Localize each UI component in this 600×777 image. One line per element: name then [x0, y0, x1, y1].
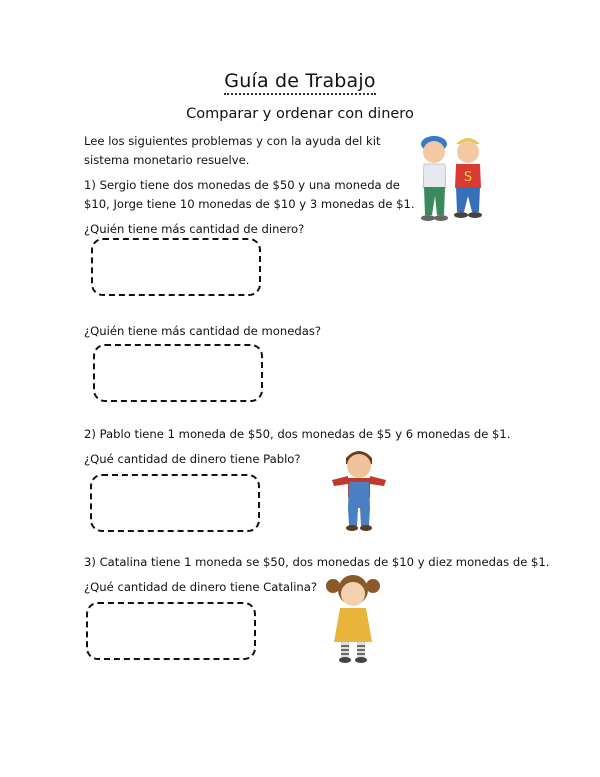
- question-1: ¿Quién tiene más cantidad de dinero?: [84, 222, 305, 236]
- question-2: ¿Quién tiene más cantidad de monedas?: [84, 324, 322, 338]
- page-subtitle: Comparar y ordenar con dinero: [186, 106, 414, 122]
- two-boys-illustration: [412, 130, 492, 225]
- shirt-letter: S: [463, 170, 473, 185]
- question-3: ¿Qué cantidad de dinero tiene Pablo?: [84, 452, 301, 466]
- problem-1-line-2: $10, Jorge tiene 10 monedas de $10 y 3 monedas de $1.: [84, 197, 415, 211]
- boy-pablo-illustration: [330, 446, 388, 532]
- page-title: Guía de Trabajo: [0, 70, 600, 92]
- problem-3: 3) Catalina tiene 1 moneda se $50, dos monedas de $10 y diez monedas de $1.: [84, 555, 550, 569]
- answer-box-4[interactable]: [86, 602, 256, 660]
- girl-catalina-illustration: [322, 570, 384, 666]
- question-4: ¿Qué cantidad de dinero tiene Catalina?: [84, 580, 318, 594]
- problem-2: 2) Pablo tiene 1 moneda de $50, dos monedas de $5 y 6 monedas de $1.: [84, 427, 511, 441]
- intro-line-1: Lee los siguientes problemas y con la ayuda del kit: [84, 134, 381, 148]
- answer-box-3[interactable]: [90, 474, 260, 532]
- answer-box-1[interactable]: [91, 238, 261, 296]
- answer-box-2[interactable]: [93, 344, 263, 402]
- intro-line-2: sistema monetario resuelve.: [84, 153, 250, 167]
- problem-1-line-1: 1) Sergio tiene dos monedas de $50 y una moneda de: [84, 178, 400, 192]
